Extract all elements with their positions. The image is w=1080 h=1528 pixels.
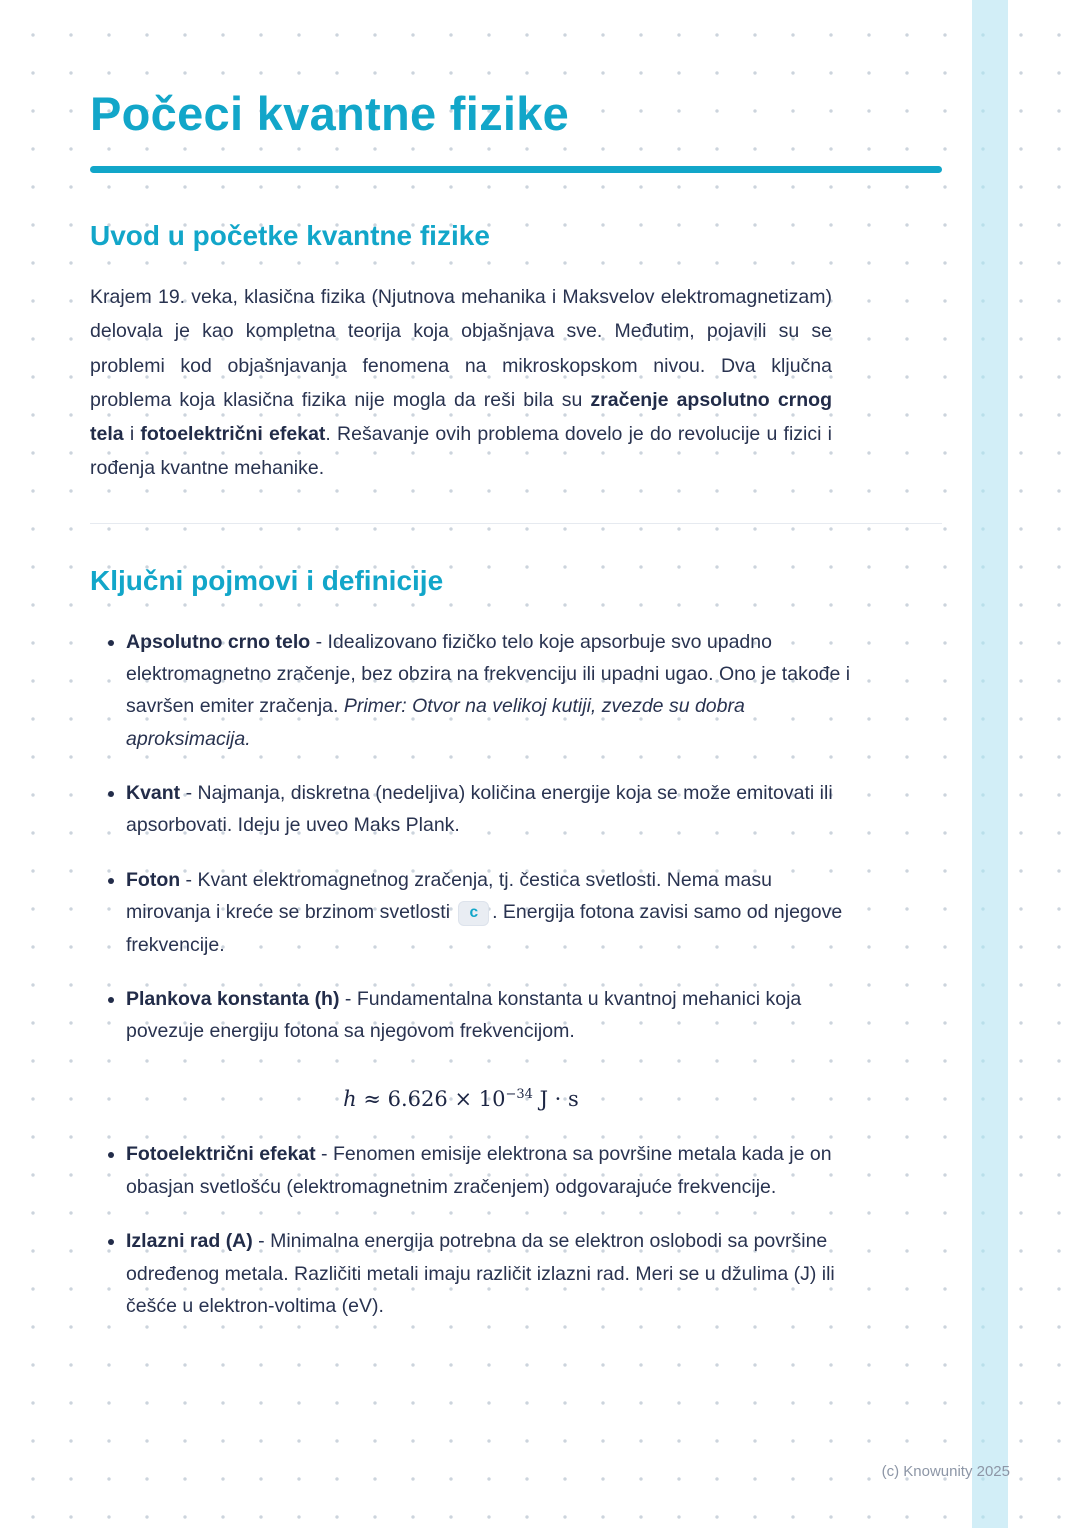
term-description: Minimalna energija potrebna da se elektron oslobodi sa površine određenog metala. Različiti metali imaju različit izlazni rad. Meri se u džulima (J) ili češće u elektron-voltima (eV). bbox=[126, 1230, 835, 1317]
term-description: . Energija fotona zavisi samo od njegove frekvencije. bbox=[126, 901, 843, 956]
term-label: Kvant bbox=[126, 782, 181, 805]
intro-text: Krajem 19. veka, klasična fizika (Njutnova mehanika i Maksvelov elektromagnetizam) delovala je kao kompletna teorija koja objašnjava sve. Međutim, pojavili su se problemi kod objašnjavanja fenomena na mikroskopskom nivou. Dva ključna problema koja klasična fizika nije mogla da reši bila su bbox=[90, 286, 832, 411]
term-description: Kvant elektromagnetnog zračenja, tj. čestica svetlosti. Nema masu mirovanja i kreće se brzinom svetlosti bbox=[126, 868, 772, 924]
term-separator: - bbox=[315, 1143, 333, 1166]
term-label: Apsolutno crno telo bbox=[126, 630, 311, 653]
term-separator: - bbox=[252, 1230, 271, 1253]
term-item-foton bbox=[126, 864, 852, 961]
intro-text: . Rešavanje ovih problema dovelo je do revolucije u fizici i rođenja kvantne mehanike. bbox=[90, 422, 833, 479]
term-example: Primer: Otvor na velikoj kutiji, zvezde su dobra aproksimacija. bbox=[126, 695, 745, 750]
formula-units: J · s bbox=[532, 1086, 579, 1111]
term-label: Fotoelektrični efekat bbox=[126, 1143, 316, 1166]
section-heading-intro: Uvod u početke kvantne fizike bbox=[90, 219, 490, 251]
page-title: Počeci kvantne fizike bbox=[90, 87, 570, 140]
term-label: Foton bbox=[126, 868, 181, 891]
term-description: Fundamentalna konstanta u kvantnoj mehanici koja povezuje energiju fotona sa njegovom frekvencijom. bbox=[126, 987, 802, 1043]
term-item-izlazni-rad bbox=[126, 1225, 852, 1322]
c-badge-label: c bbox=[469, 904, 479, 922]
term-item-kvant bbox=[126, 777, 852, 842]
term-item-apsolutno-crno-telo bbox=[126, 626, 852, 755]
copyright: (c) Knowunity 2025 bbox=[881, 1463, 1010, 1480]
formula-exponent: −34 bbox=[505, 1086, 533, 1102]
term-label: Izlazni rad (A) bbox=[126, 1230, 253, 1253]
term-label: Plankova konstanta (h) bbox=[126, 987, 340, 1010]
intro-paragraph bbox=[90, 280, 832, 485]
title-underline bbox=[90, 166, 942, 173]
term-separator: - bbox=[339, 987, 357, 1010]
term-separator: - bbox=[180, 782, 198, 805]
section-heading-terms: Ključni pojmovi i definicije bbox=[90, 565, 444, 597]
right-accent-stripe bbox=[972, 0, 1008, 1528]
formula-variable: h bbox=[343, 1086, 357, 1111]
terms-list bbox=[90, 626, 852, 1323]
intro-text: i bbox=[123, 422, 141, 445]
term-item-fotoelektricni-efekat bbox=[126, 1138, 852, 1203]
term-separator: - bbox=[180, 868, 198, 891]
intro-bold-blackbody: zračenje apsolutno crnog tela bbox=[90, 388, 832, 445]
planck-formula bbox=[90, 1082, 832, 1117]
intro-bold-photoeffect: fotoelektrični efekat bbox=[140, 422, 326, 445]
term-description: Najmanja, diskretna (nedeljiva) količina energije koja se može emitovati ili apsorbovati. Ideju je uveo Maks Plank. bbox=[126, 782, 833, 837]
formula-value: ≈ 6.626 × 10 bbox=[356, 1086, 506, 1111]
term-separator: - bbox=[310, 630, 328, 653]
term-description: Idealizovano fizičko telo koje apsorbuje svo upadno elektromagnetno zračenje, bez obzira na frekvenciju ili upadni ugao. Ono je takođe i savršen emiter zračenja. bbox=[126, 630, 851, 718]
c-badge bbox=[458, 901, 489, 926]
notes-page bbox=[90, 88, 942, 1344]
section-divider bbox=[90, 523, 942, 524]
term-item-plankova-konstanta bbox=[126, 983, 852, 1117]
term-description: Fenomen emisije elektrona sa površine metala kada je on obasjan svetlošću (elektromagnetnim zračenjem) odgovarajuće frekvencije. bbox=[126, 1143, 832, 1198]
